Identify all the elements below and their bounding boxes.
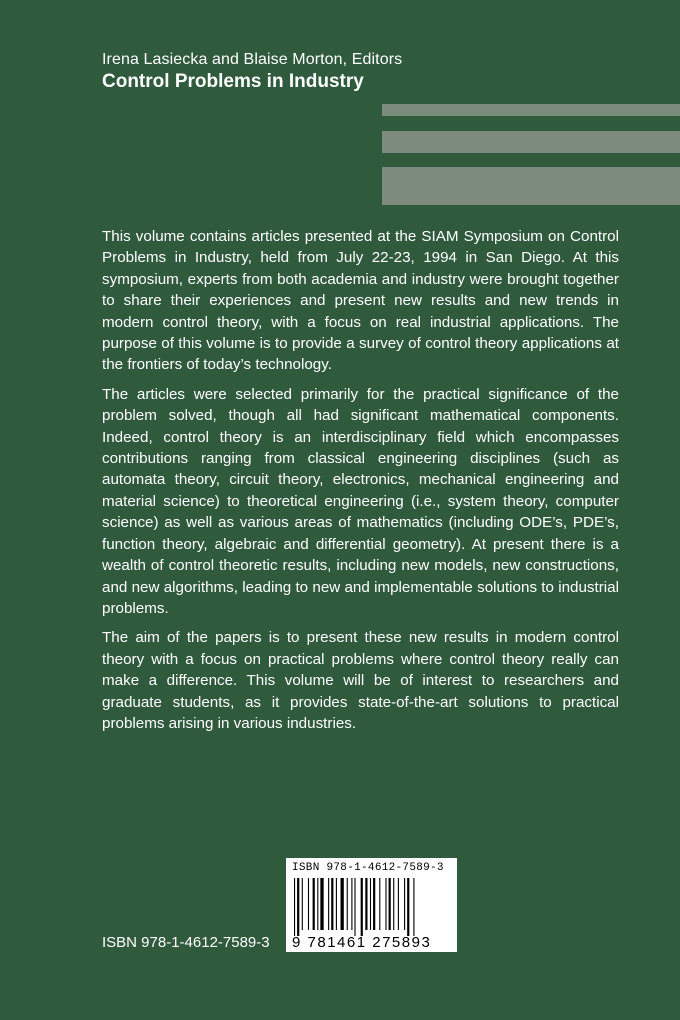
decorative-bar-2 xyxy=(382,131,680,153)
description-paragraph-3: The aim of the papers is to present these new results in modern control theory with a focus on practical problems where control theory really can make a difference. This volume will be of interest to researchers and graduate students, as it provides state-of-the-art solutions to practical problems arising in various industries. xyxy=(102,629,619,732)
decorative-bar-1 xyxy=(382,104,680,116)
isbn-text: ISBN 978-1-4612-7589-3 xyxy=(102,934,270,951)
editors-line: Irena Lasiecka and Blaise Morton, Editors xyxy=(102,51,403,68)
barcode-box xyxy=(286,858,457,952)
book-title: Control Problems in Industry xyxy=(102,71,364,92)
barcode-digits: 9 781461 275893 xyxy=(292,934,432,951)
barcode-icon xyxy=(292,878,452,936)
barcode-isbn-label: ISBN 978-1-4612-7589-3 xyxy=(292,862,444,874)
description-paragraph-2: The articles were selected primarily for the practical significance of the problem solved, though all had significant mathematical components. Indeed, control theory is an interdisciplinary field which encompasses contributions ranging from classical engineering disciplines (such as automata theory, circuit theory, electronics, mechanical engineering and material science) to theoretical engineering (i.e., system theory, computer science) as well as various areas of mathematics (including ODE’s, PDE’s, function theory, algebraic and differential geometry). At present there is a wealth of control theoretic results, including new models, new constructions, and new algorithms, leading to new and implementable solutions to industrial problems. xyxy=(102,385,619,617)
decorative-bar-3 xyxy=(382,167,680,205)
description-text xyxy=(102,226,619,742)
description-paragraph-1: This volume contains articles presented at the SIAM Symposium on Control Problems in Industry, held from July 22-23, 1994 in San Diego. At this symposium, experts from both academia and industry were brought together to share their experiences and present new results and new trends in modern control theory, with a focus on real industrial applications. The purpose of this volume is to provide a survey of control theory applications at the frontiers of today’s technology. xyxy=(102,228,619,374)
